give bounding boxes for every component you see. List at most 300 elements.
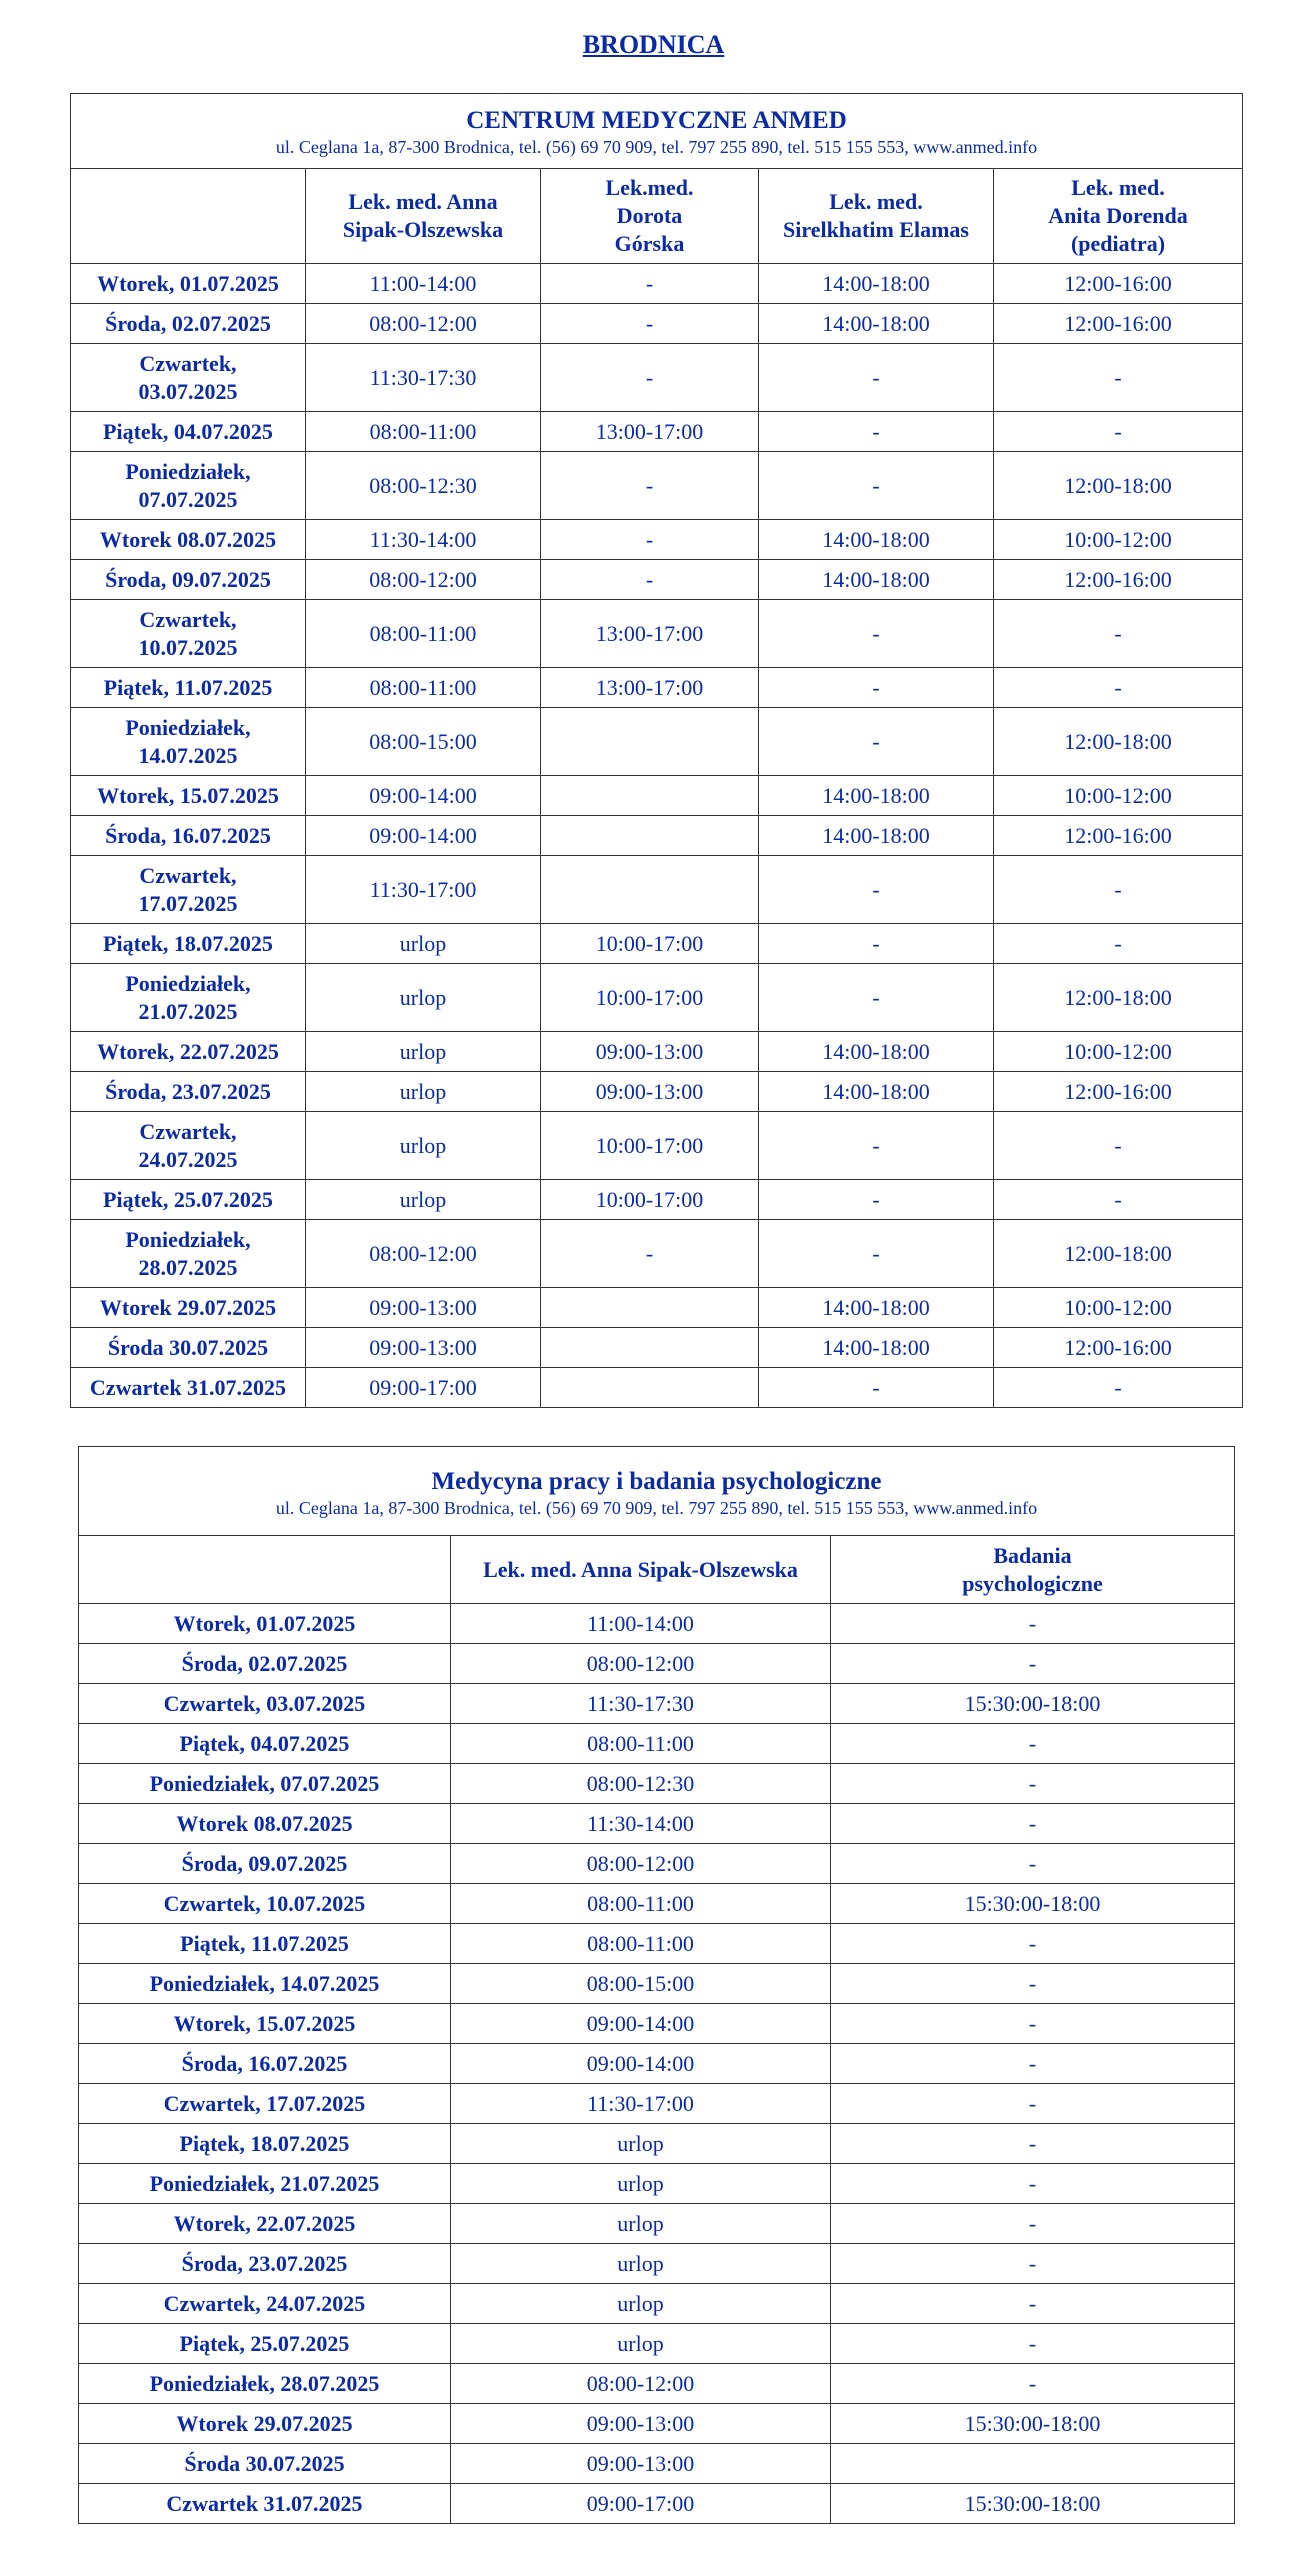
hours-cell: 10:00-17:00 (541, 1112, 759, 1180)
hours-cell: - (831, 2124, 1235, 2164)
table-row (79, 1964, 1235, 2004)
column-header-line: Lek.med. (605, 175, 694, 200)
table-row (79, 2244, 1235, 2284)
hours-cell: 15:30:00-18:00 (831, 2484, 1235, 2524)
hours-cell: - (994, 600, 1243, 668)
table-row (71, 816, 1243, 856)
day-label: Poniedziałek, (125, 714, 251, 740)
hours-cell: - (831, 2244, 1235, 2284)
table-title: Medycyna pracy i badania psychologiczne (431, 1468, 882, 1495)
day-cell (71, 520, 306, 560)
day-cell (71, 964, 306, 1032)
hours-cell: 08:00-11:00 (306, 668, 541, 708)
hours-cell: 09:00-13:00 (306, 1328, 541, 1368)
day-cell (71, 1328, 306, 1368)
table-row (79, 2084, 1235, 2124)
hours-cell: 08:00-11:00 (306, 412, 541, 452)
hours-cell: - (831, 1924, 1235, 1964)
occupational-medicine-body (79, 1447, 1235, 2524)
column-header-line: Sirelkhatim Elamas (782, 217, 969, 242)
day-cell (79, 2444, 451, 2484)
table-row (71, 264, 1243, 304)
table-title-cell (79, 1447, 1235, 1536)
hours-cell: - (831, 2204, 1235, 2244)
hours-cell: 09:00-14:00 (451, 2044, 831, 2084)
hours-cell: - (994, 1180, 1243, 1220)
hours-cell: urlop (306, 1112, 541, 1180)
hours-cell: - (994, 856, 1243, 924)
day-label: Poniedziałek, 07.07.2025 (149, 1770, 380, 1796)
day-label: 10.07.2025 (138, 634, 238, 660)
hours-cell: 11:30-14:00 (451, 1804, 831, 1844)
table-row (79, 1804, 1235, 1844)
table-row (79, 2004, 1235, 2044)
anmed-schedule-body (71, 94, 1243, 1408)
hours-cell: 08:00-11:00 (451, 1724, 831, 1764)
day-label: Czwartek, 10.07.2025 (163, 1890, 366, 1916)
day-label: Czwartek 31.07.2025 (89, 1374, 287, 1400)
table-row (71, 668, 1243, 708)
day-label: 14.07.2025 (138, 742, 238, 768)
hours-cell: 08:00-15:00 (451, 1964, 831, 2004)
column-header-line: Górska (614, 231, 685, 256)
day-cell (79, 1684, 451, 1724)
day-cell (71, 600, 306, 668)
day-label: Wtorek, 01.07.2025 (173, 1610, 356, 1636)
hours-cell: - (994, 344, 1243, 412)
table-row (79, 1604, 1235, 1644)
day-cell (79, 2084, 451, 2124)
day-cell (79, 1604, 451, 1644)
table-row (71, 344, 1243, 412)
table-row (79, 1884, 1235, 1924)
day-cell (79, 2164, 451, 2204)
column-header-row (71, 169, 1243, 264)
column-header-line: Sipak-Olszewska (342, 217, 504, 242)
hours-cell: 08:00-11:00 (451, 1884, 831, 1924)
table-row (71, 1288, 1243, 1328)
table-row (79, 2164, 1235, 2204)
day-cell (71, 344, 306, 412)
day-cell (79, 1964, 451, 2004)
hours-cell: - (541, 344, 759, 412)
hours-cell: - (759, 668, 994, 708)
hours-cell: 09:00-17:00 (451, 2484, 831, 2524)
hours-cell: urlop (451, 2324, 831, 2364)
day-label: Czwartek, (139, 350, 237, 376)
table-row (71, 708, 1243, 776)
column-header (994, 169, 1243, 264)
hours-cell: 12:00-16:00 (994, 816, 1243, 856)
hours-cell: 10:00-12:00 (994, 1288, 1243, 1328)
hours-cell: 08:00-12:00 (306, 1220, 541, 1288)
hours-cell: - (541, 264, 759, 304)
day-cell (71, 856, 306, 924)
hours-cell (831, 2444, 1235, 2484)
hours-cell: - (831, 2164, 1235, 2204)
hours-cell: 09:00-13:00 (451, 2404, 831, 2444)
day-cell (71, 924, 306, 964)
hours-cell: 09:00-14:00 (451, 2004, 831, 2044)
table-row (71, 856, 1243, 924)
hours-cell: - (994, 668, 1243, 708)
day-cell (71, 1112, 306, 1180)
day-label: Wtorek, 22.07.2025 (97, 1038, 279, 1064)
hours-cell: - (759, 452, 994, 520)
table-row (79, 2364, 1235, 2404)
table-row (71, 1032, 1243, 1072)
table-row (79, 2324, 1235, 2364)
hours-cell: 11:30-17:00 (306, 856, 541, 924)
hours-cell: 12:00-18:00 (994, 708, 1243, 776)
hours-cell: - (759, 1112, 994, 1180)
table-row (79, 2444, 1235, 2484)
hours-cell: urlop (306, 1032, 541, 1072)
hours-cell (541, 1368, 759, 1408)
day-label: 24.07.2025 (138, 1146, 238, 1172)
column-header (306, 169, 541, 264)
hours-cell: 08:00-12:30 (451, 1764, 831, 1804)
day-cell (71, 1032, 306, 1072)
hours-cell: 12:00-16:00 (994, 1328, 1243, 1368)
hours-cell: 14:00-18:00 (759, 304, 994, 344)
hours-cell: 14:00-18:00 (759, 1328, 994, 1368)
occupational-medicine-table (78, 1446, 1235, 2524)
hours-cell: - (831, 2284, 1235, 2324)
hours-cell: - (831, 1844, 1235, 1884)
hours-cell: 09:00-13:00 (451, 2444, 831, 2484)
table-row (71, 1368, 1243, 1408)
hours-cell: - (994, 1368, 1243, 1408)
hours-cell: 13:00-17:00 (541, 600, 759, 668)
hours-cell: 11:30-17:00 (451, 2084, 831, 2124)
column-header-line: Lek. med. Anna (348, 189, 498, 214)
day-cell (79, 2484, 451, 2524)
day-cell (79, 2324, 451, 2364)
day-label: Poniedziałek, 14.07.2025 (149, 1970, 380, 1996)
column-header-line: Lek. med. (829, 189, 923, 214)
hours-cell: 08:00-12:00 (451, 1644, 831, 1684)
hours-cell: 09:00-13:00 (541, 1072, 759, 1112)
column-header-line: Anita Dorenda (1048, 203, 1188, 228)
day-label: Wtorek, 22.07.2025 (173, 2210, 356, 2236)
day-label: 17.07.2025 (138, 890, 238, 916)
hours-cell: 12:00-18:00 (994, 1220, 1243, 1288)
table-row (71, 1112, 1243, 1180)
hours-cell: - (541, 560, 759, 600)
hours-cell: 14:00-18:00 (759, 264, 994, 304)
day-cell (71, 776, 306, 816)
day-label: 03.07.2025 (138, 378, 238, 404)
hours-cell: urlop (451, 2284, 831, 2324)
table-row (71, 452, 1243, 520)
table-row (79, 1684, 1235, 1724)
table-title-cell (71, 94, 1243, 169)
hours-cell: 09:00-13:00 (306, 1288, 541, 1328)
hours-cell: 10:00-12:00 (994, 520, 1243, 560)
table-row (79, 1644, 1235, 1684)
hours-cell (541, 1328, 759, 1368)
table-row (79, 2124, 1235, 2164)
hours-cell: urlop (451, 2244, 831, 2284)
day-label: Piątek, 18.07.2025 (179, 2130, 350, 2156)
hours-cell: 08:00-11:00 (306, 600, 541, 668)
hours-cell: 08:00-12:30 (306, 452, 541, 520)
hours-cell: 11:30-14:00 (306, 520, 541, 560)
column-header-line: (pediatra) (1070, 231, 1166, 256)
day-cell (79, 2044, 451, 2084)
hours-cell (541, 776, 759, 816)
table-row (79, 1764, 1235, 1804)
table-row (79, 1724, 1235, 1764)
day-label: Piątek, 25.07.2025 (103, 1186, 273, 1212)
day-cell (71, 1220, 306, 1288)
day-label: Środa, 09.07.2025 (181, 1850, 348, 1876)
table-address: ul. Ceglana 1a, 87-300 Brodnica, tel. (56) 69 70 909, tel. 797 255 890, tel. 515 155 553, www.anmed.info (275, 1498, 1038, 1518)
hours-cell: 08:00-12:00 (306, 560, 541, 600)
day-cell (79, 1924, 451, 1964)
hours-cell (541, 1288, 759, 1328)
table-row (79, 2284, 1235, 2324)
table-row (79, 1844, 1235, 1884)
hours-cell: 15:30:00-18:00 (831, 1684, 1235, 1724)
column-header-line: psychologiczne (962, 1570, 1103, 1596)
hours-cell: 10:00-17:00 (541, 924, 759, 964)
column-header-line: Badania (993, 1542, 1072, 1568)
table-row (71, 776, 1243, 816)
day-label: Piątek, 04.07.2025 (103, 418, 273, 444)
hours-cell: 14:00-18:00 (759, 520, 994, 560)
hours-cell: - (759, 964, 994, 1032)
day-label: Poniedziałek, 28.07.2025 (149, 2370, 380, 2396)
hours-cell: - (831, 1964, 1235, 2004)
day-label: Poniedziałek, 21.07.2025 (149, 2170, 380, 2196)
day-cell (79, 2244, 451, 2284)
table-row (71, 964, 1243, 1032)
table-row (71, 924, 1243, 964)
day-cell (79, 1724, 451, 1764)
hours-cell: - (759, 600, 994, 668)
day-cell (71, 452, 306, 520)
day-label: Środa, 23.07.2025 (181, 2250, 348, 2276)
hours-cell: - (831, 2324, 1235, 2364)
table-row (79, 1924, 1235, 1964)
day-cell (79, 1804, 451, 1844)
hours-cell: 08:00-15:00 (306, 708, 541, 776)
hours-cell (541, 708, 759, 776)
hours-cell: 09:00-14:00 (306, 776, 541, 816)
hours-cell: urlop (306, 1072, 541, 1112)
hours-cell: urlop (451, 2204, 831, 2244)
day-label: Środa 30.07.2025 (107, 1334, 269, 1360)
day-cell (79, 1644, 451, 1684)
hours-cell: 12:00-18:00 (994, 452, 1243, 520)
day-cell (71, 304, 306, 344)
hours-cell: - (759, 1180, 994, 1220)
column-header (451, 1536, 831, 1604)
page-title: BRODNICA (582, 30, 725, 59)
table-row (79, 2044, 1235, 2084)
hours-cell: - (994, 1112, 1243, 1180)
day-label: Wtorek 29.07.2025 (176, 2410, 353, 2436)
table-title: CENTRUM MEDYCZNE ANMED (466, 107, 847, 134)
day-cell (71, 1180, 306, 1220)
day-label: Wtorek, 15.07.2025 (173, 2010, 356, 2036)
hours-cell: 14:00-18:00 (759, 1072, 994, 1112)
hours-cell: 14:00-18:00 (759, 1288, 994, 1328)
day-label: 28.07.2025 (138, 1254, 238, 1280)
day-label: Wtorek 29.07.2025 (99, 1294, 277, 1320)
hours-cell: - (831, 2004, 1235, 2044)
day-label: Środa, 02.07.2025 (181, 1650, 348, 1676)
hours-cell: - (759, 1220, 994, 1288)
hours-cell: 10:00-12:00 (994, 1032, 1243, 1072)
hours-cell: - (831, 1804, 1235, 1844)
day-cell (79, 2124, 451, 2164)
hours-cell: - (831, 2364, 1235, 2404)
hours-cell: - (541, 304, 759, 344)
day-label: Środa, 23.07.2025 (105, 1078, 271, 1104)
hours-cell: - (759, 344, 994, 412)
table-row (79, 2204, 1235, 2244)
day-cell (71, 264, 306, 304)
day-label: Czwartek, 17.07.2025 (163, 2090, 366, 2116)
hours-cell: 10:00-17:00 (541, 964, 759, 1032)
day-label: Czwartek, 24.07.2025 (163, 2290, 366, 2316)
day-cell (71, 708, 306, 776)
hours-cell: 11:30-17:30 (306, 344, 541, 412)
hours-cell: - (759, 856, 994, 924)
hours-cell: 13:00-17:00 (541, 668, 759, 708)
hours-cell: 12:00-16:00 (994, 304, 1243, 344)
hours-cell: 09:00-17:00 (306, 1368, 541, 1408)
hours-cell: 08:00-12:00 (451, 1844, 831, 1884)
day-label: Piątek, 11.07.2025 (180, 1930, 349, 1956)
day-cell (71, 560, 306, 600)
hours-cell: - (831, 1724, 1235, 1764)
hours-cell: 08:00-11:00 (451, 1924, 831, 1964)
table-row (71, 304, 1243, 344)
day-label: Poniedziałek, (125, 1226, 251, 1252)
day-label: Poniedziałek, (125, 458, 251, 484)
day-cell (71, 1288, 306, 1328)
hours-cell: urlop (306, 924, 541, 964)
column-header-empty (79, 1536, 451, 1604)
hours-cell: 08:00-12:00 (306, 304, 541, 344)
hours-cell: 10:00-17:00 (541, 1180, 759, 1220)
table-row (71, 412, 1243, 452)
day-cell (71, 1368, 306, 1408)
day-label: Środa, 02.07.2025 (105, 310, 271, 336)
hours-cell: urlop (306, 964, 541, 1032)
hours-cell: - (831, 1764, 1235, 1804)
hours-cell: - (759, 924, 994, 964)
hours-cell: urlop (451, 2164, 831, 2204)
day-label: Czwartek 31.07.2025 (166, 2490, 363, 2516)
hours-cell: 15:30:00-18:00 (831, 2404, 1235, 2444)
day-label: Piątek, 11.07.2025 (103, 674, 273, 700)
day-label: Piątek, 18.07.2025 (103, 930, 273, 956)
hours-cell: urlop (451, 2124, 831, 2164)
day-label: Czwartek, 03.07.2025 (163, 1690, 366, 1716)
day-label: Wtorek, 15.07.2025 (97, 782, 279, 808)
hours-cell: - (831, 2084, 1235, 2124)
table-row (71, 1072, 1243, 1112)
day-cell (79, 1844, 451, 1884)
table-row (71, 520, 1243, 560)
table-row (71, 560, 1243, 600)
day-label: 21.07.2025 (138, 998, 238, 1024)
hours-cell: 14:00-18:00 (759, 560, 994, 600)
table-row (71, 1220, 1243, 1288)
column-header-empty (71, 169, 306, 264)
day-label: Środa, 16.07.2025 (105, 822, 271, 848)
day-label: Wtorek 08.07.2025 (176, 1810, 353, 1836)
hours-cell: - (541, 452, 759, 520)
table-title-row (79, 1447, 1235, 1536)
day-label: Środa 30.07.2025 (184, 2450, 345, 2476)
table-row (71, 1328, 1243, 1368)
hours-cell: - (994, 412, 1243, 452)
hours-cell: 15:30:00-18:00 (831, 1884, 1235, 1924)
hours-cell: 11:00-14:00 (306, 264, 541, 304)
hours-cell: urlop (306, 1180, 541, 1220)
hours-cell: 11:00-14:00 (451, 1604, 831, 1644)
day-label: Piątek, 25.07.2025 (179, 2330, 350, 2356)
day-cell (79, 1884, 451, 1924)
day-cell (79, 1764, 451, 1804)
table-row (79, 2404, 1235, 2444)
hours-cell: 14:00-18:00 (759, 776, 994, 816)
column-header (831, 1536, 1235, 1604)
hours-cell (541, 856, 759, 924)
day-cell (71, 816, 306, 856)
column-header-row (79, 1536, 1235, 1604)
hours-cell: - (831, 1604, 1235, 1644)
day-label: Czwartek, (139, 606, 237, 632)
hours-cell: 13:00-17:00 (541, 412, 759, 452)
hours-cell: - (541, 520, 759, 560)
table-row (79, 2484, 1235, 2524)
day-cell (71, 668, 306, 708)
day-label: 07.07.2025 (138, 486, 238, 512)
day-cell (71, 412, 306, 452)
hours-cell: 11:30-17:30 (451, 1684, 831, 1724)
day-cell (79, 2284, 451, 2324)
hours-cell: - (759, 412, 994, 452)
day-cell (79, 2404, 451, 2444)
column-header (541, 169, 759, 264)
day-label: Wtorek 08.07.2025 (99, 526, 277, 552)
day-label: Środa, 16.07.2025 (181, 2050, 348, 2076)
day-label: Wtorek, 01.07.2025 (97, 270, 279, 296)
hours-cell: 12:00-16:00 (994, 264, 1243, 304)
column-header (759, 169, 994, 264)
hours-cell: - (759, 708, 994, 776)
hours-cell: - (831, 2044, 1235, 2084)
column-header-line: Lek. med. (1071, 175, 1165, 200)
hours-cell: - (759, 1368, 994, 1408)
hours-cell: 10:00-12:00 (994, 776, 1243, 816)
hours-cell: 12:00-18:00 (994, 964, 1243, 1032)
day-label: Czwartek, (139, 862, 237, 888)
day-cell (79, 2364, 451, 2404)
column-header-line: Lek. med. Anna Sipak-Olszewska (483, 1556, 798, 1582)
hours-cell: 09:00-13:00 (541, 1032, 759, 1072)
table-address: ul. Ceglana 1a, 87-300 Brodnica, tel. (56) 69 70 909, tel. 797 255 890, tel. 515 155 553, www.anmed.info (275, 137, 1038, 157)
column-header-line: Dorota (616, 203, 683, 228)
hours-cell: - (994, 924, 1243, 964)
